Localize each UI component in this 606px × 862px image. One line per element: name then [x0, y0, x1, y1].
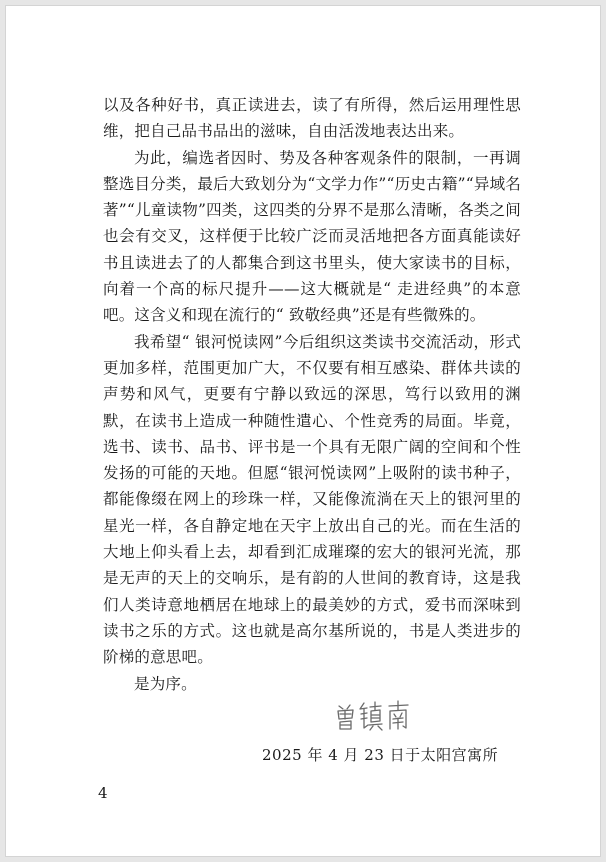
- signature-image: [334, 698, 414, 732]
- date-line: 2025 年 4 月 23 日于太阳宫寓所: [262, 746, 499, 764]
- paragraph-1: 以及各种好书，真正读进去，读了有所得，然后运用理性思维，把自己品书品出的滋味，自由活泼地表达出来。: [103, 96, 521, 141]
- paragraph-4: 是为序。: [134, 674, 197, 693]
- body-text: [103, 92, 521, 697]
- document-page: [6, 6, 600, 856]
- handwritten-signature: [334, 698, 414, 732]
- page-number: 4: [98, 784, 108, 802]
- paragraph-3: 我希望“ 银河悦读网”今后组织这类读书交流活动，形式更加多样，范围更加广大，不仅要有相互感染、群体共读的声势和风气，更要有宁静以致远的深思，笃行以致用的渊默，在读书上造成一种随性遣心、个性竞秀的局面。毕竟，选书、读书、品书、评书是一个具有无限广阔的空间和个性发扬的可能的天地。但愿“银河悦读网”上吸附的读书种子，都能像缀在网上的珍珠一样，又能像流淌在天上的银河里的星光一样，各自静定地在天宇上放出自己的光。而在生活的大地上仰头看上去，却看到汇成璀璨的宏大的银河光流，那是无声的天上的交响乐，是有韵的人世间的教育诗，这是我们人类诗意地栖居在地球上的最美妙的方式，爱书而深味到读书之乐的方式。这也就是高尔基所说的，书是人类进步的阶梯的意思吧。: [103, 332, 521, 667]
- paragraph-2: 为此，编选者因时、势及各种客观条件的限制，一再调整选目分类，最后大致划分为“文学力作”“历史古籍”“异域名著”“儿童读物”四类，这四类的分界不是那么清晰，各类之间也会有交叉，这样便于比较广泛而灵活地把各方面真能读好书且读进去了的人都集合到这书里头，使大家读书的目标，向着一个高的标尺提升——这大概就是“ 走进经典”的本意吧。这含义和现在流行的“ 致敬经典”还是有些微殊的。: [103, 148, 521, 325]
